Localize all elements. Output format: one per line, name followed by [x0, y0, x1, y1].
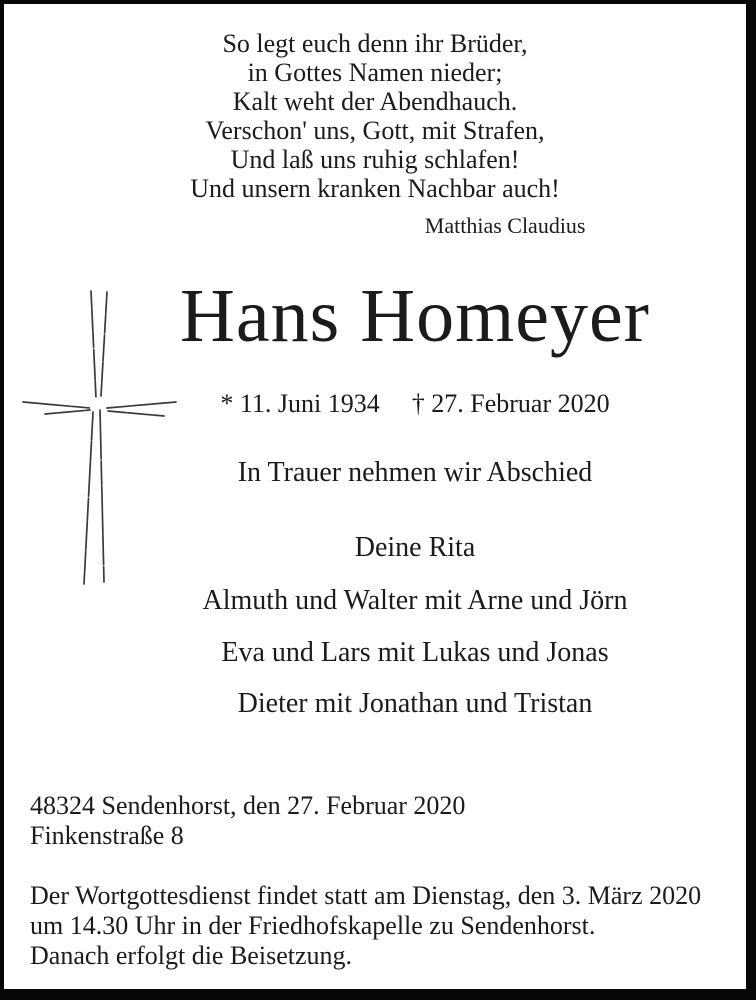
service-line: Danach erfolgt die Beisetzung.	[30, 941, 352, 970]
poem-inner	[163, 29, 588, 238]
life-dates	[84, 391, 746, 417]
poem-line: So legt euch denn ihr Brüder,	[222, 29, 528, 58]
mourner-line: Almuth und Walter mit Arne und Jörn	[202, 585, 628, 616]
service-info-block	[30, 881, 701, 971]
poem-line: Verschon' uns, Gott, mit Strafen,	[205, 116, 545, 145]
address-line: 48324 Sendenhorst, den 27. Februar 2020	[30, 791, 466, 820]
mourning-intro: In Trauer nehmen wir Abschied	[237, 457, 593, 488]
deceased-name: Hans Homeyer	[180, 274, 650, 358]
poem-line: Und laß uns ruhig schlafen!	[230, 145, 520, 174]
poem-line: Und unsern kranken Nachbar auch!	[190, 174, 560, 203]
poem-line: in Gottes Namen nieder;	[247, 58, 503, 87]
poem-block	[4, 29, 746, 238]
address-line: Finkenstraße 8	[30, 821, 184, 850]
address-block	[30, 791, 465, 851]
mourner-line: Deine Rita	[354, 532, 476, 563]
birth-date: * 11. Juni 1934	[220, 389, 380, 418]
poem-attribution: Matthias Claudius	[424, 213, 586, 238]
death-date: † 27. Februar 2020	[411, 389, 610, 418]
service-line: Der Wortgottesdienst findet statt am Dienstag, den 3. März 2020	[30, 881, 702, 910]
poem-line: Kalt weht der Abendhauch.	[232, 87, 518, 116]
service-line: um 14.30 Uhr in der Friedhofskapelle zu Sendenhorst.	[30, 911, 596, 940]
mourner-line: Dieter mit Jonathan und Tristan	[237, 688, 593, 719]
mourner-line: Eva und Lars mit Lukas und Jonas	[221, 637, 609, 668]
